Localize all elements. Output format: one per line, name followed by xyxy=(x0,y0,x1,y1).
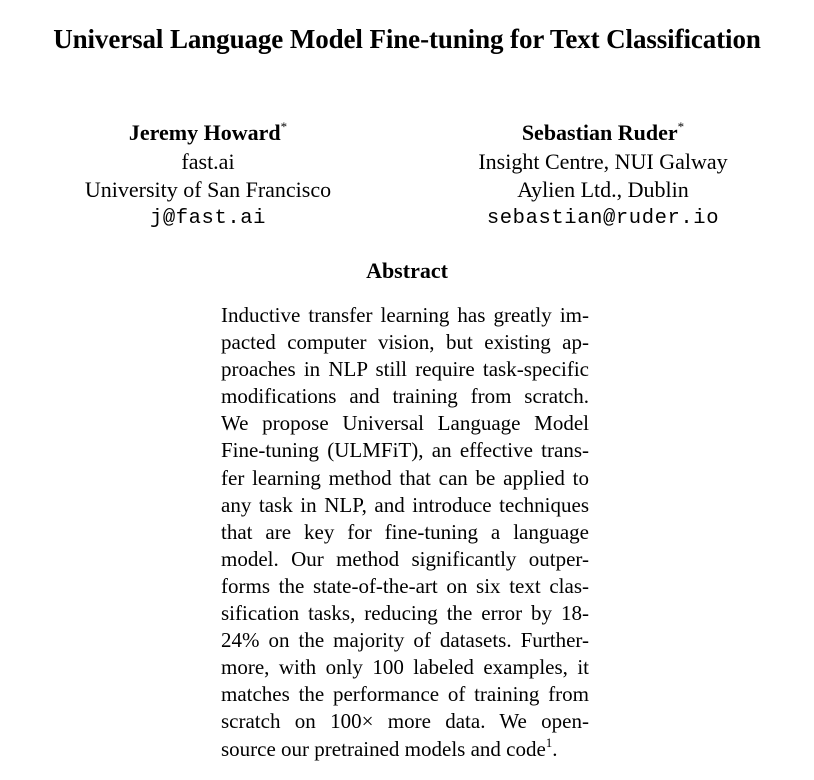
abstract-line: pacted computer vision, but existing ap- xyxy=(221,330,589,355)
abstract-line: that are key for fine-tuning a language xyxy=(221,519,589,544)
author-name: Jeremy Howard xyxy=(128,120,281,145)
abstract-line: any task in NLP, and introduce techniques xyxy=(221,492,589,517)
abstract-line-text: source our pretrained models and code xyxy=(221,736,546,761)
abstract-line: 24% on the majority of datasets. Further- xyxy=(221,628,589,653)
author-block-howard xyxy=(58,113,358,233)
abstract-line: proaches in NLP still require task-specific xyxy=(221,357,589,382)
footnote-marker[interactable]: 1 xyxy=(545,734,553,750)
abstract-heading: Abstract xyxy=(366,258,448,283)
abstract-last-line xyxy=(221,736,589,763)
author-affiliation: Aylien Ltd., Dublin xyxy=(517,177,689,202)
abstract-line: more, with only 100 labeled examples, it xyxy=(221,655,589,680)
equal-contribution-marker: * xyxy=(280,119,288,134)
abstract-line: matches the performance of training from xyxy=(221,682,589,707)
abstract-line: We propose Universal Language Model xyxy=(221,411,589,436)
author-affiliation: fast.ai xyxy=(181,148,235,174)
equal-contribution-marker: * xyxy=(677,119,685,134)
author-email: sebastian@ruder.io xyxy=(486,206,720,230)
author-block-ruder xyxy=(448,113,758,233)
author-name-line xyxy=(58,113,358,148)
author-affiliation: Insight Centre, NUI Galway xyxy=(478,148,728,174)
author-name-line xyxy=(448,113,758,148)
sentence-period: . xyxy=(552,736,558,761)
author-email: j@fast.ai xyxy=(149,206,267,230)
author-name: Sebastian Ruder xyxy=(521,120,678,145)
author-affiliation: University of San Francisco xyxy=(84,177,332,202)
abstract-line: scratch on 100× more data. We open- xyxy=(221,709,589,734)
abstract-line: fer learning method that can be applied to xyxy=(221,465,589,490)
abstract-line: model. Our method significantly outper- xyxy=(221,546,589,571)
abstract-line: forms the state-of-the-art on six text clas- xyxy=(221,573,589,598)
abstract-line: sification tasks, reducing the error by 18- xyxy=(221,601,589,626)
abstract-line: Fine-tuning (ULMFiT), an effective trans- xyxy=(221,438,589,463)
paper-title: Universal Language Model Fine-tuning for Text Classification xyxy=(53,24,761,54)
abstract-body xyxy=(221,302,589,763)
abstract-line: modifications and training from scratch. xyxy=(221,384,589,409)
abstract-line: Inductive transfer learning has greatly im- xyxy=(221,303,589,327)
